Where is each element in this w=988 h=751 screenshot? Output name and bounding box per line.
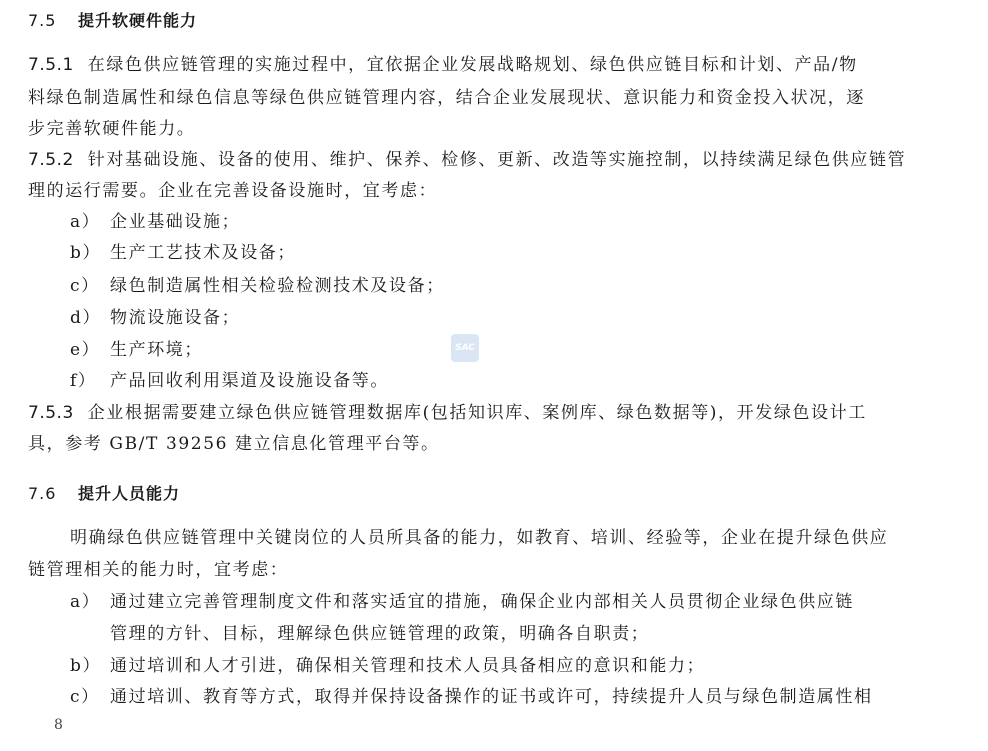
list-item-text: 通过建立完善管理制度文件和落实适宜的措施，确保企业内部相关人员贯彻企业绿色供应链 bbox=[110, 592, 854, 612]
list-item-text: 物流设施设备； bbox=[110, 308, 241, 328]
clause-7-5-1-line-2: 料绿色制造属性和绿色信息等绿色供应链管理内容，结合企业发展现状、意识能力和资金投入状况，逐 bbox=[28, 88, 865, 108]
list-item bbox=[70, 340, 203, 360]
list-item-continuation: 管理的方针、目标，理解绿色供应链管理的政策，明确各自职责； bbox=[110, 624, 650, 644]
clause-7-5-3-line-2: 具，参考 GB/T 39256 建立信息化管理平台等。 bbox=[28, 434, 440, 454]
list-item-text: 生产工艺技术及设备； bbox=[110, 243, 296, 263]
section-7-6-intro-line-2: 链管理相关的能力时，宜考虑： bbox=[28, 560, 289, 580]
list-item-label: c） bbox=[70, 687, 100, 707]
section-number: 7.5 bbox=[28, 11, 57, 30]
clause-text: 企业根据需要建立绿色供应链管理数据库(包括知识库、案例库、绿色数据等)，开发绿色设计工 bbox=[87, 403, 867, 423]
list-item-text: 通过培训、教育等方式，取得并保持设备操作的证书或许可，持续提升人员与绿色制造属性相 bbox=[110, 687, 873, 707]
list-item-label: b） bbox=[70, 243, 102, 263]
list-item-text: 生产环境； bbox=[110, 340, 203, 360]
clause-7-5-3-line-1 bbox=[28, 403, 867, 423]
clause-number: 7.5.1 bbox=[28, 55, 74, 75]
list-item-label: f） bbox=[70, 371, 97, 391]
list-item-label: b） bbox=[70, 656, 102, 676]
list-item-text: 通过培训和人才引进，确保相关管理和技术人员具备相应的意识和能力； bbox=[110, 656, 706, 676]
list-item bbox=[70, 656, 705, 676]
section-title: 提升软硬件能力 bbox=[78, 11, 198, 30]
list-item-label: c） bbox=[70, 276, 100, 296]
section-title: 提升人员能力 bbox=[78, 484, 181, 503]
list-item-text: 企业基础设施； bbox=[110, 212, 241, 232]
clause-7-5-1-line-3: 步完善软硬件能力。 bbox=[28, 119, 196, 139]
clause-number: 7.5.3 bbox=[28, 403, 74, 423]
list-item bbox=[70, 212, 240, 232]
list-item-label: a） bbox=[70, 212, 101, 232]
page-number: 8 bbox=[54, 717, 63, 733]
clause-number: 7.5.2 bbox=[28, 150, 74, 170]
list-item bbox=[70, 308, 240, 328]
list-item bbox=[70, 276, 445, 296]
list-item bbox=[70, 687, 873, 707]
clause-text: 在绿色供应链管理的实施过程中，宜依据企业发展战略规划、绿色供应链目标和计划、产品/物 bbox=[87, 55, 858, 75]
list-item-label: a） bbox=[70, 592, 101, 612]
clause-7-5-2-line-1 bbox=[28, 150, 906, 170]
list-item bbox=[70, 371, 389, 391]
list-item-text: 绿色制造属性相关检验检测技术及设备； bbox=[110, 276, 445, 296]
clause-text: 针对基础设施、设备的使用、维护、保养、检修、更新、改造等实施控制，以持续满足绿色供应链管 bbox=[87, 150, 907, 170]
section-heading-7-6 bbox=[28, 481, 180, 504]
list-item-label: d） bbox=[70, 308, 102, 328]
section-7-6-intro-line-1: 明确绿色供应链管理中关键岗位的人员所具备的能力，如教育、培训、经验等，企业在提升绿色供应 bbox=[70, 528, 889, 548]
section-number: 7.6 bbox=[28, 484, 57, 503]
clause-7-5-1-line-1 bbox=[28, 55, 858, 75]
list-item-label: e） bbox=[70, 340, 101, 360]
list-item bbox=[70, 592, 854, 612]
section-heading-7-5 bbox=[28, 8, 197, 31]
clause-7-5-2-line-2: 理的运行需要。企业在完善设备设施时，宜考虑： bbox=[28, 181, 438, 201]
list-item-text: 产品回收利用渠道及设施设备等。 bbox=[110, 371, 389, 391]
sac-watermark-logo: SAC bbox=[451, 334, 479, 362]
list-item bbox=[70, 243, 296, 263]
